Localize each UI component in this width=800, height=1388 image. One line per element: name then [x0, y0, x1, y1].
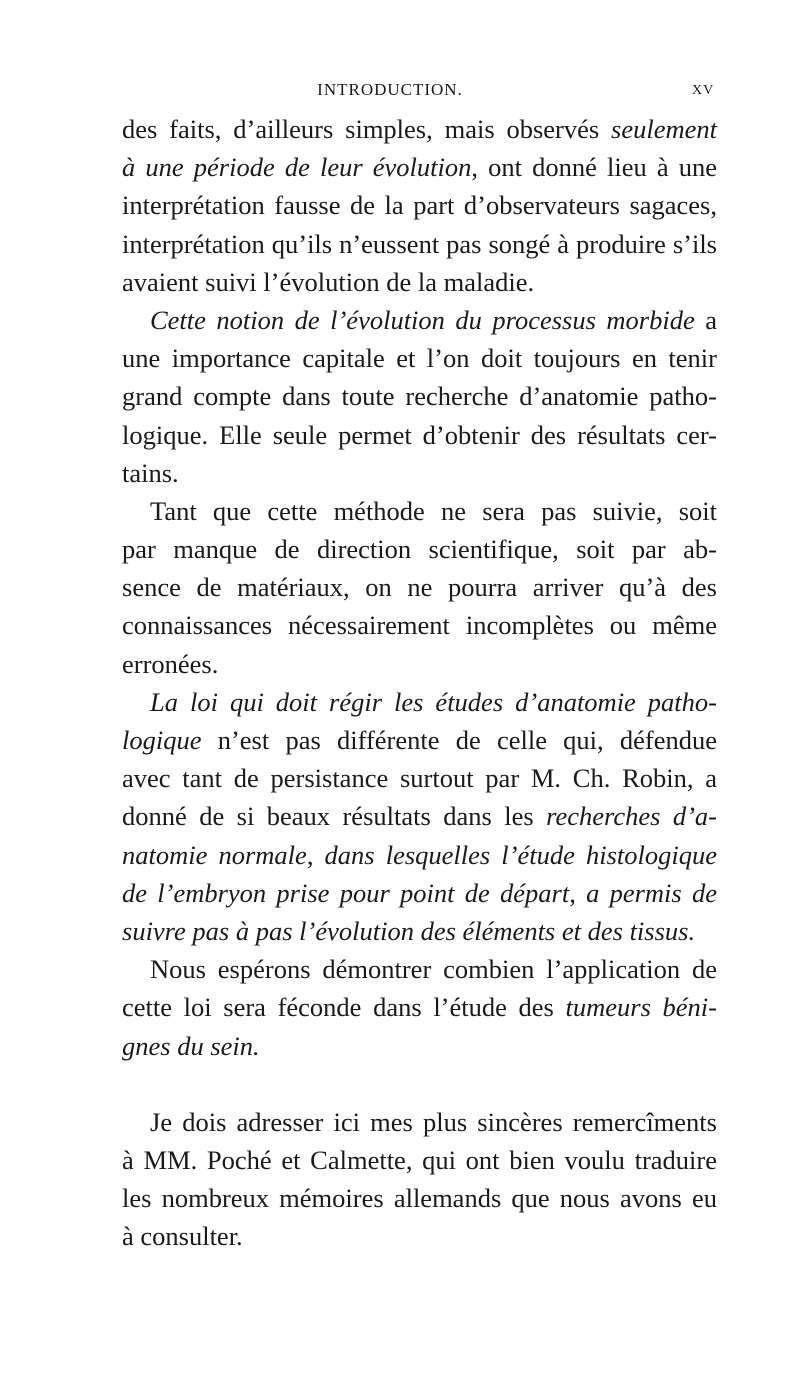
text-line: interprétation qu’ils n’eussent pas songé à produire s’ils [122, 228, 717, 259]
text-line: Cette notion de l’évolution du processus morbide a [150, 304, 717, 335]
text-line: suivre pas à pas l’évolution des éléments et des tissus. [122, 915, 696, 946]
text-line: avaient suivi l’évolution de la maladie. [122, 266, 535, 297]
text-line: gnes du sein. [122, 1030, 260, 1061]
text-line: connaissances nécessairement incomplètes ou même [122, 610, 717, 641]
text-line: Nous espérons démontrer combien l’application de [150, 954, 717, 985]
body-text [122, 110, 717, 1255]
paragraph-gap [122, 1065, 717, 1103]
text-line: grand compte dans toute recherche d’anatomie patho- [122, 381, 717, 412]
text-line: sence de matériaux, on ne pourra arriver qu’à des [122, 572, 717, 603]
text-line: tains. [122, 457, 179, 488]
text-line: à MM. Poché et Calmette, qui ont bien voulu traduire [122, 1144, 717, 1175]
text-line: des faits, d’ailleurs simples, mais observés seulement [122, 114, 717, 144]
text-line: interprétation fausse de la part d’observateurs sagaces, [122, 190, 717, 221]
text-line: logique. Elle seule permet d’obtenir des résultats cer- [122, 419, 717, 450]
text-line: de l’embryon prise pour point de départ, a permis de [122, 877, 718, 908]
text-line: avec tant de persistance surtout par M. Ch. Robin, a [122, 763, 717, 794]
text-line: à une période de leur évolution, ont donné lieu à une [122, 152, 717, 183]
page-number: XV [692, 83, 715, 98]
running-header-title: INTRODUCTION. [317, 80, 463, 99]
text-line: erronées. [122, 648, 219, 679]
text-line: à consulter. [122, 1221, 243, 1252]
text-line: Tant que cette méthode ne sera pas suivie, soit [150, 495, 717, 526]
text-line: natomie normale, dans lesquelles l’étude histologique [122, 839, 718, 870]
text-line: Je dois adresser ici mes plus sincères remercîments [150, 1106, 717, 1137]
text-line: donné de si beaux résultats dans les recherches d’a- [122, 801, 717, 832]
text-line: par manque de direction scientifique, soit par ab- [122, 534, 717, 565]
text-line: La loi qui doit régir les études d’anatomie patho- [150, 686, 717, 717]
text-line: les nombreux mémoires allemands que nous avons eu [122, 1183, 717, 1214]
text-line: une importance capitale et l’on doit toujours en tenir [122, 343, 717, 374]
text-line: logique n’est pas différente de celle qui, défendue [122, 725, 717, 755]
text-line: cette loi sera féconde dans l’étude des tumeurs béni- [122, 992, 717, 1023]
running-header [0, 76, 800, 106]
